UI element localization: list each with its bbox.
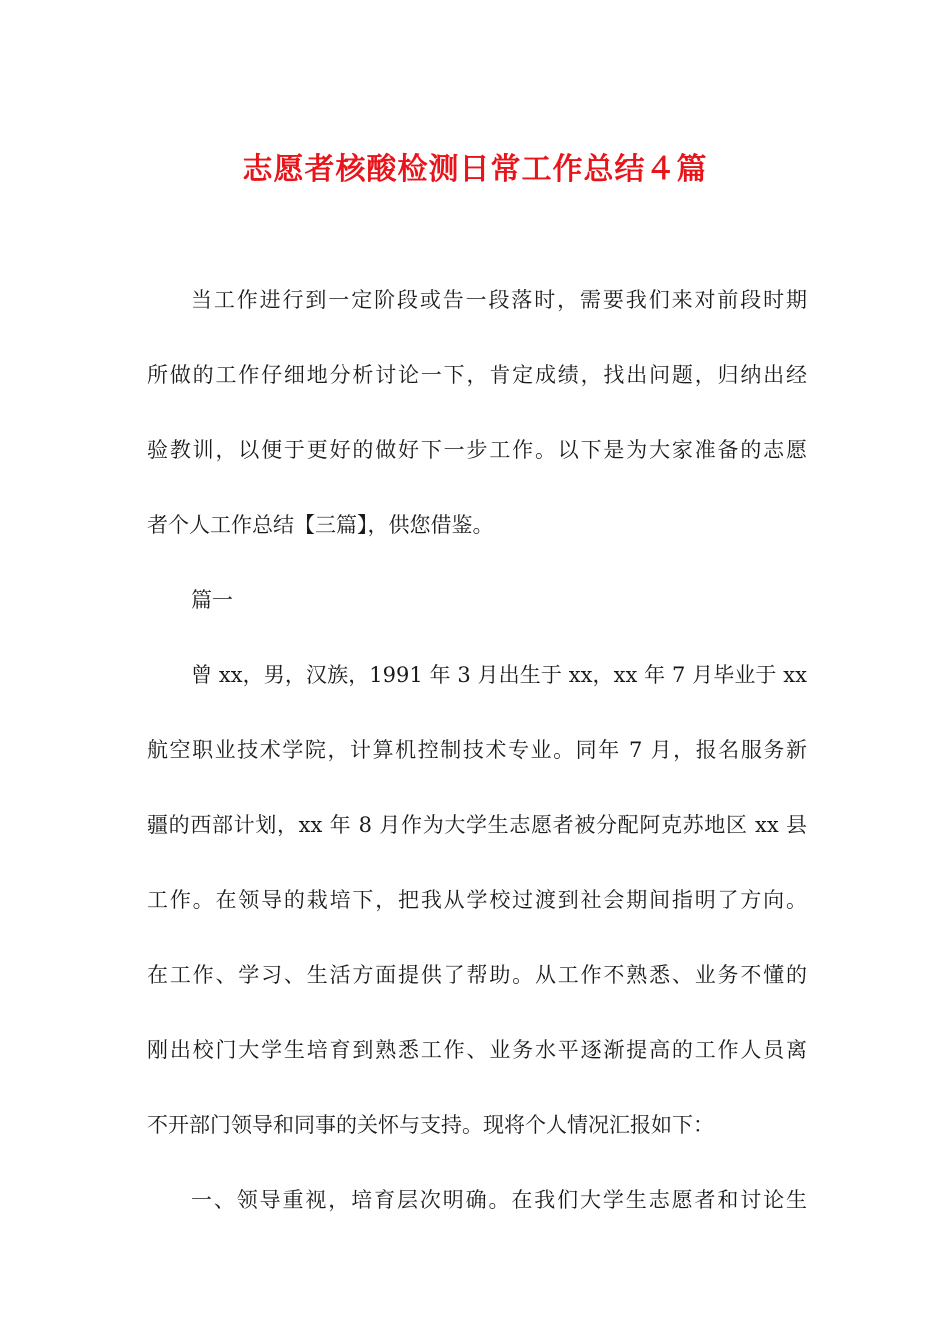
paragraph-line: 曾 xx，男，汉族，1991 年 3 月出生于 xx，xx 年 7 月毕业于 xx — [191, 663, 807, 687]
paragraph-line: 所做的工作仔细地分析讨论一下，肯定成绩，找出问题，归纳出经 — [147, 363, 807, 387]
paragraph-line: 不开部门领导和同事的关怀与支持。现将个人情况汇报如下： — [147, 1113, 714, 1137]
paragraph-line: 验教训，以便于更好的做好下一步工作。以下是为大家准备的志愿 — [147, 438, 807, 462]
document-title: 志愿者核酸检测日常工作总结４篇 — [242, 152, 708, 187]
paragraph-line: 疆的西部计划，xx 年 8 月作为大学生志愿者被分配阿克苏地区 xx 县 — [147, 813, 807, 837]
paragraph-line: 在工作、学习、生活方面提供了帮助。从工作不熟悉、业务不懂的 — [147, 963, 807, 987]
document-body — [147, 282, 807, 1220]
paragraph-line: 一、领导重视，培育层次明确。在我们大学生志愿者和讨论生 — [191, 1188, 807, 1212]
paragraph-line: 航空职业技术学院，计算机控制技术专业。同年 7 月，报名服务新 — [147, 738, 807, 762]
paragraph-profile — [147, 657, 807, 1145]
paragraph-line: 当工作进行到一定阶段或告一段落时，需要我们来对前段时期 — [191, 288, 807, 312]
paragraph-section-heading — [147, 582, 807, 620]
section-heading: 篇一 — [191, 588, 233, 612]
paragraph-intro — [147, 282, 807, 545]
paragraph-line: 者个人工作总结【三篇】，供您借鉴。 — [147, 513, 494, 537]
paragraph-line: 工作。在领导的栽培下，把我从学校过渡到社会期间指明了方向。 — [147, 888, 807, 912]
paragraph-line: 刚出校门大学生培育到熟悉工作、业务水平逐渐提高的工作人员离 — [147, 1038, 807, 1062]
paragraph-point-one — [147, 1182, 807, 1220]
